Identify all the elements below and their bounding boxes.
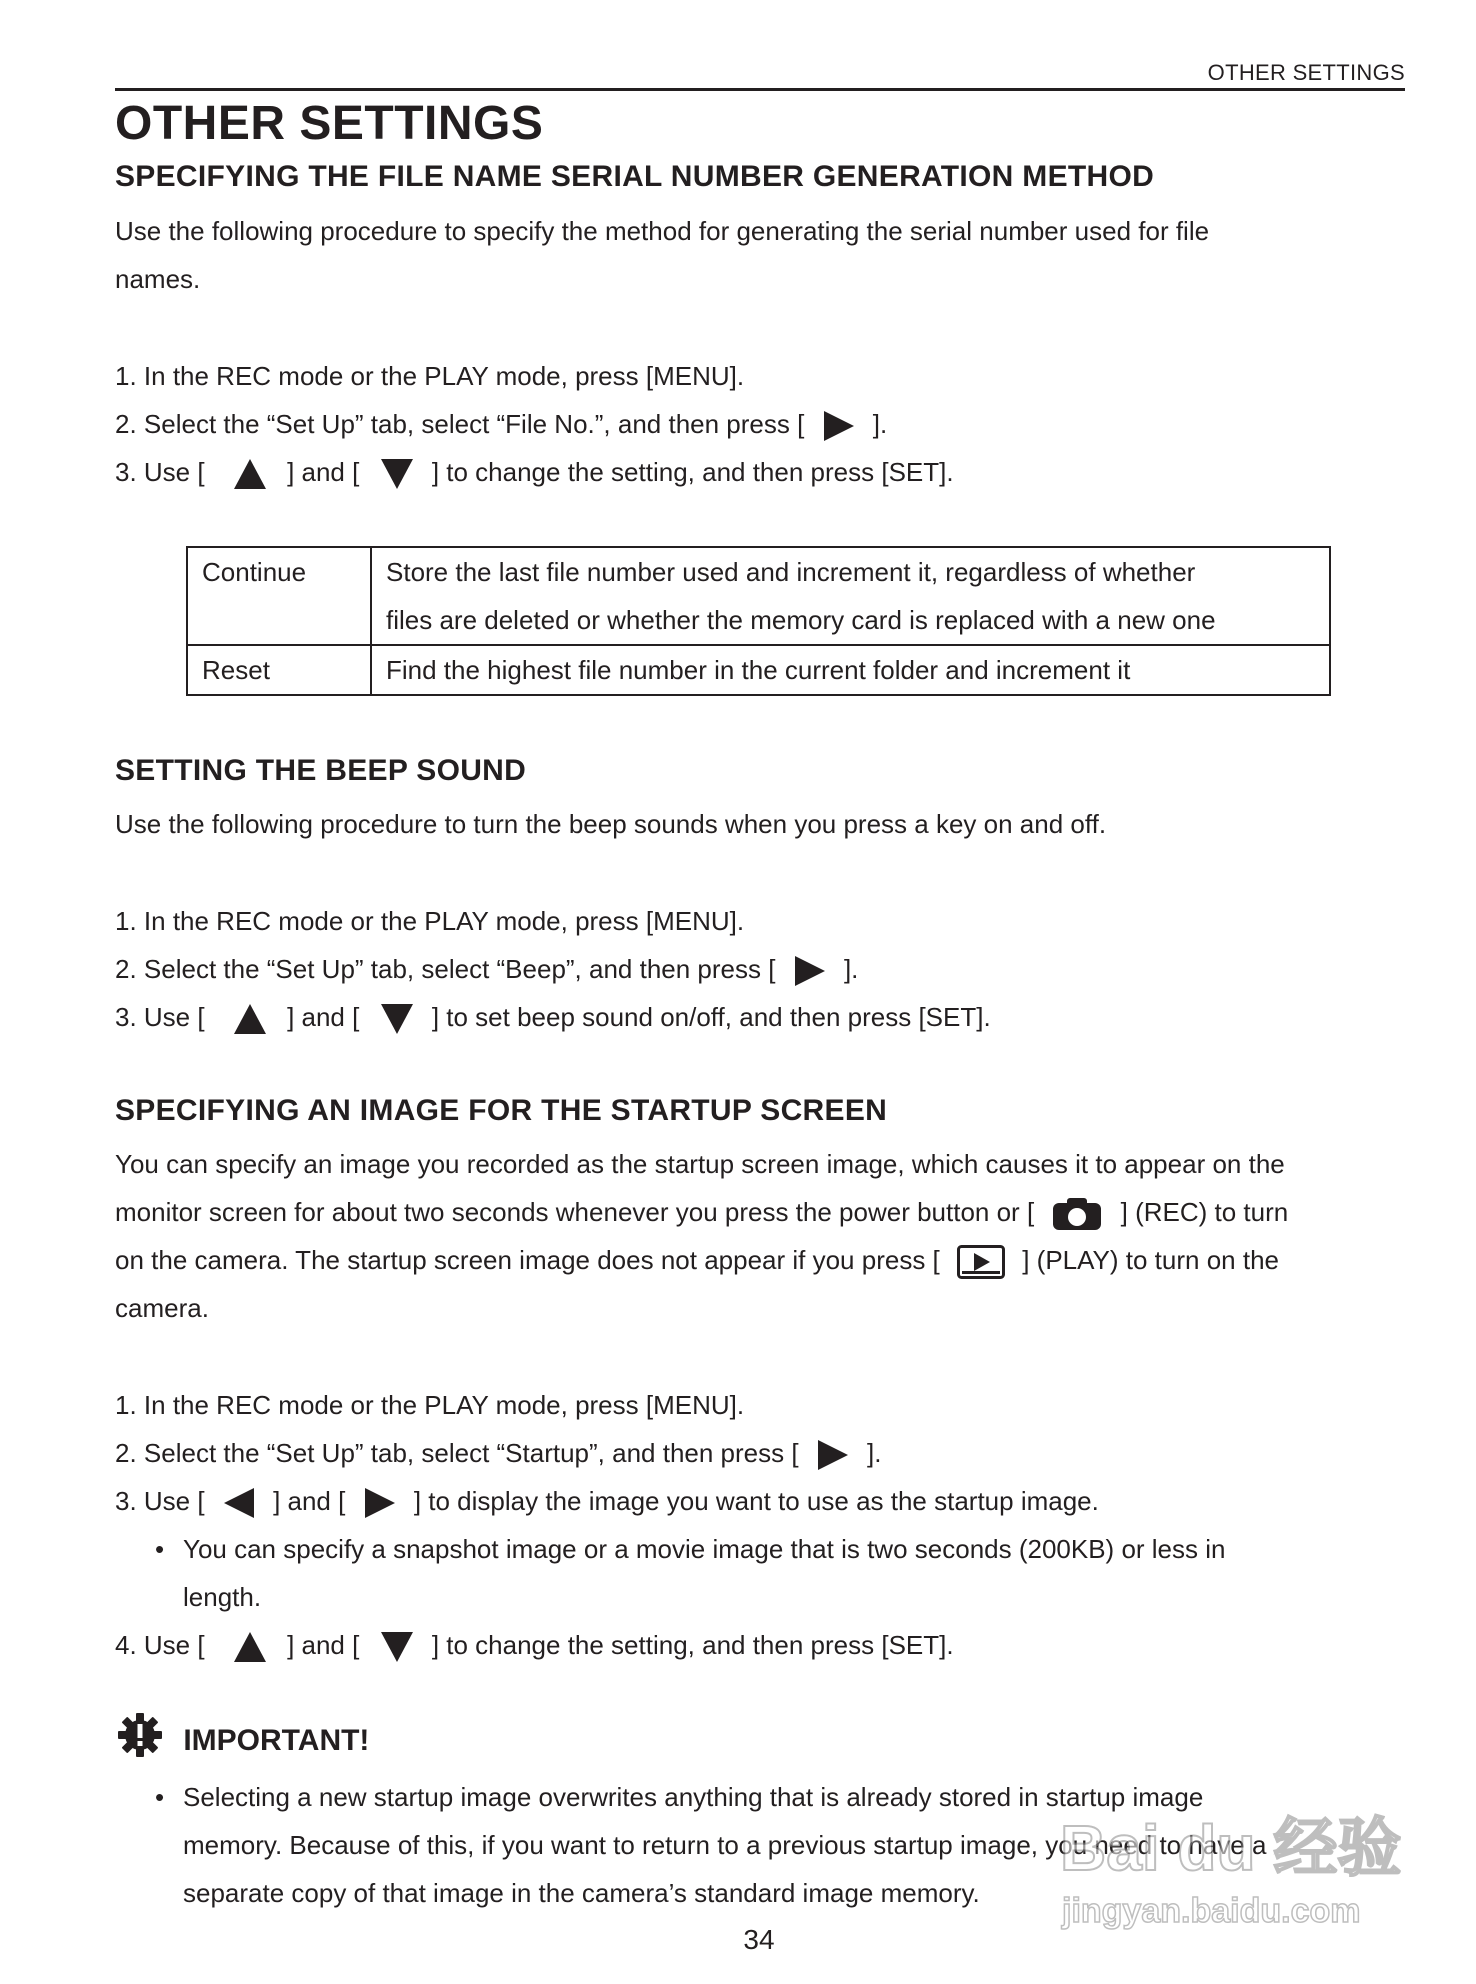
file-no-options-table bbox=[186, 546, 1331, 696]
up-arrow-icon bbox=[234, 459, 266, 489]
option-name: Continue bbox=[187, 547, 371, 645]
file-no-step2: 2. Select the “Set Up” tab, select “File No.”, and then press [ ]. bbox=[115, 400, 887, 448]
startup-step4: 4. Use [ ] and [ ] to change the setting, and then press [SET]. bbox=[115, 1621, 954, 1669]
svg-text:jingyan.baidu.com: jingyan.baidu.com bbox=[1062, 1892, 1361, 1930]
important-line3: separate copy of that image in the camera’s standard image memory. bbox=[183, 1878, 980, 1908]
file-no-intro-line1: Use the following procedure to specify the method for generating the serial number used for file bbox=[115, 216, 1210, 246]
startup-intro-line3: on the camera. The startup screen image does not appear if you press [ ] (PLAY) to turn on the bbox=[115, 1236, 1279, 1284]
option-description: Find the highest file number in the current folder and increment it bbox=[371, 645, 1330, 695]
file-no-step1: 1. In the REC mode or the PLAY mode, press [MENU]. bbox=[115, 361, 745, 391]
table-row bbox=[187, 645, 1330, 695]
down-arrow-icon bbox=[381, 1632, 413, 1662]
important-line2: memory. Because of this, if you want to return to a previous startup image, you need to have a bbox=[183, 1830, 1267, 1860]
beep-intro: Use the following procedure to turn the beep sounds when you press a key on and off. bbox=[115, 809, 1107, 839]
running-header: OTHER SETTINGS bbox=[1207, 60, 1405, 85]
startup-intro-line4: camera. bbox=[115, 1293, 209, 1323]
right-arrow-icon bbox=[824, 411, 854, 441]
important-bullet-mark: • bbox=[155, 1782, 165, 1812]
down-arrow-icon bbox=[381, 1004, 413, 1034]
page-number: 34 bbox=[743, 1924, 775, 1955]
right-arrow-icon bbox=[795, 956, 825, 986]
table-row bbox=[187, 547, 1330, 645]
right-arrow-icon bbox=[365, 1488, 395, 1518]
option-name: Reset bbox=[187, 645, 371, 695]
startup-bullet-line2: length. bbox=[183, 1582, 262, 1612]
startup-step2: 2. Select the “Set Up” tab, select “Startup”, and then press [ ]. bbox=[115, 1429, 882, 1477]
beep-step2: 2. Select the “Set Up” tab, select “Beep”, and then press [ ]. bbox=[115, 945, 858, 993]
important-note-heading: IMPORTANT! bbox=[117, 1712, 369, 1758]
down-arrow-icon bbox=[381, 459, 413, 489]
beep-step1: 1. In the REC mode or the PLAY mode, press [MENU]. bbox=[115, 906, 745, 936]
file-no-intro-line2: names. bbox=[115, 264, 201, 294]
play-icon bbox=[957, 1245, 1005, 1279]
up-arrow-icon bbox=[234, 1004, 266, 1034]
startup-step3: 3. Use [ ] and [ ] to display the image you want to use as the startup image. bbox=[115, 1477, 1099, 1525]
startup-step1: 1. In the REC mode or the PLAY mode, press [MENU]. bbox=[115, 1390, 745, 1420]
startup-bullet-line1: You can specify a snapshot image or a movie image that is two seconds (200KB) or less in bbox=[183, 1534, 1226, 1564]
startup-intro-line2: monitor screen for about two seconds whenever you press the power button or [ ] (REC) to turn bbox=[115, 1188, 1288, 1236]
startup-bullet-mark: • bbox=[155, 1534, 165, 1564]
up-arrow-icon bbox=[234, 1632, 266, 1662]
beep-step3: 3. Use [ ] and [ ] to set beep sound on/off, and then press [SET]. bbox=[115, 993, 991, 1041]
svg-text:Bai du 经验: Bai du 经验 bbox=[1060, 1812, 1402, 1884]
important-line1: Selecting a new startup image overwrites anything that is already stored in startup image bbox=[183, 1782, 1204, 1812]
right-arrow-icon bbox=[818, 1440, 848, 1470]
camera-icon bbox=[1051, 1197, 1103, 1231]
header-rule bbox=[115, 88, 1405, 91]
startup-intro-line1: You can specify an image you recorded as the startup screen image, which causes it to appear on the bbox=[115, 1149, 1285, 1179]
startup-heading: SPECIFYING AN IMAGE FOR THE STARTUP SCREEN bbox=[115, 1094, 888, 1127]
beep-heading: SETTING THE BEEP SOUND bbox=[115, 754, 527, 787]
file-no-step3: 3. Use [ ] and [ ] to change the setting, and then press [SET]. bbox=[115, 448, 954, 496]
option-description: Store the last file number used and increment it, regardless of whether files are deleted or whether the memory card is replaced with a new one bbox=[371, 547, 1330, 645]
important-gear-icon bbox=[117, 1712, 163, 1758]
page-title: OTHER SETTINGS bbox=[115, 97, 544, 150]
left-arrow-icon bbox=[224, 1488, 254, 1518]
file-no-heading: SPECIFYING THE FILE NAME SERIAL NUMBER GENERATION METHOD bbox=[115, 160, 1155, 193]
